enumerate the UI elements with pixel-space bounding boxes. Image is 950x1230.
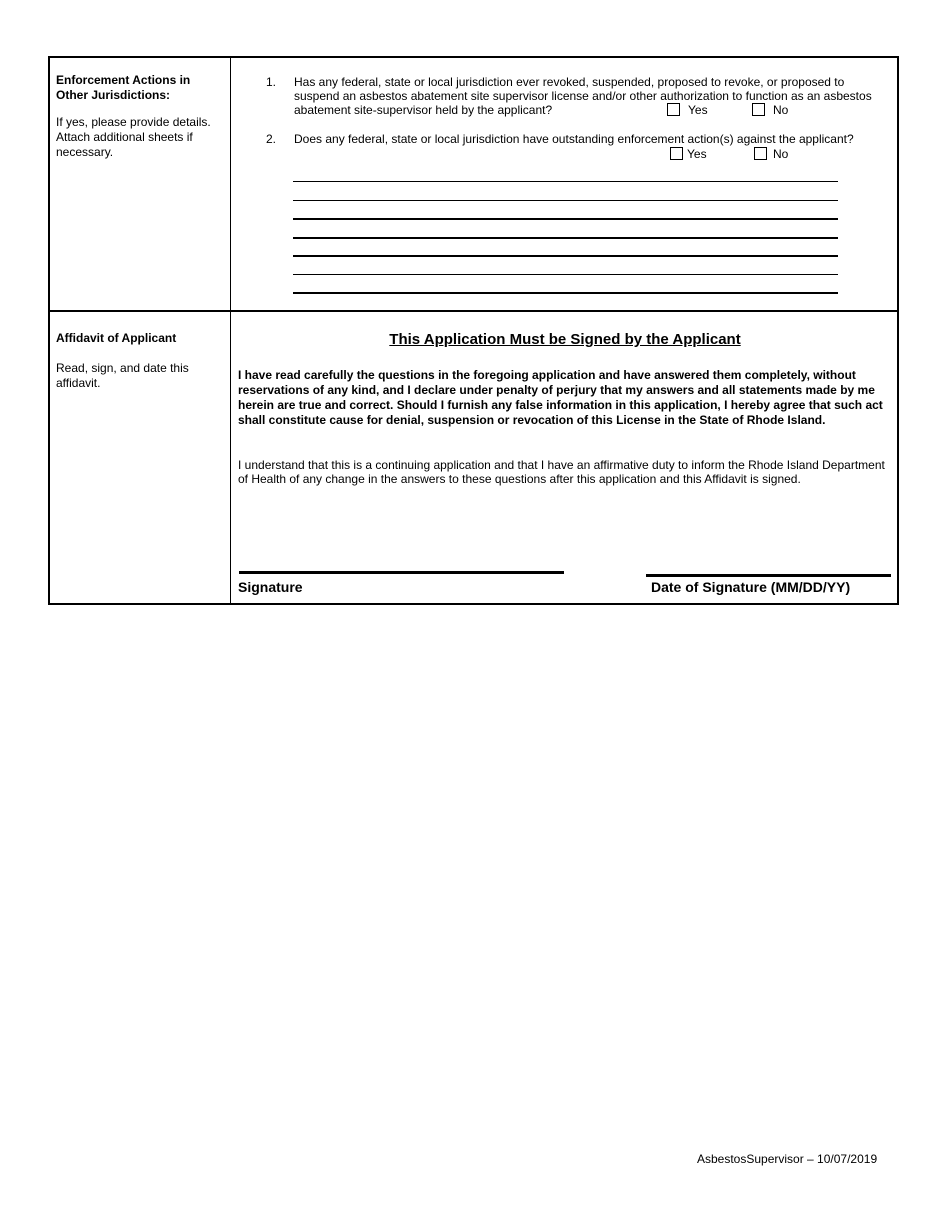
enforcement-note: If yes, please provide details. Attach additional sheets if necessary. [56, 115, 211, 159]
affidavit-continuing-duty: I understand that this is a continuing application and that I have an affirmative duty to inform the Rhode Island Department of Health of any change in the answers to these questions after this application and this Affidavit is signed. [238, 458, 885, 486]
details-line[interactable] [293, 292, 838, 294]
question-2-no-checkbox[interactable] [754, 147, 767, 160]
details-line[interactable] [293, 274, 838, 275]
affidavit-declaration: I have read carefully the questions in the foregoing application and have answered them completely, without reservations of any kind, and I declare under penalty of perjury that my answers and all statements made by me herein are true and correct. Should I furnish any false information in this application, I hereby agree that such act shall constitute cause for denial, suspension or revocation of this License in the State of Rhode Island. [238, 368, 883, 427]
application-form-table [48, 56, 899, 605]
question-2-number: 2. [266, 132, 277, 146]
date-signature-line[interactable] [646, 574, 891, 577]
affidavit-note: Read, sign, and date this affidavit. [56, 361, 189, 390]
question-1-yes-checkbox[interactable] [667, 103, 680, 116]
question-2-no-label: No [773, 147, 789, 161]
enforcement-heading: Enforcement Actions in Other Jurisdictions: [56, 73, 191, 102]
form-version-footer: AsbestosSupervisor – 10/07/2019 [697, 1152, 878, 1166]
date-signature-label: Date of Signature (MM/DD/YY) [651, 579, 851, 595]
question-2-yes-checkbox[interactable] [670, 147, 683, 160]
question-2-no-option[interactable] [754, 147, 788, 161]
question-1-number: 1. [266, 75, 277, 89]
question-1-no-option[interactable] [752, 103, 788, 117]
question-2-yes-label: Yes [687, 147, 707, 161]
details-line[interactable] [293, 181, 838, 182]
enforcement-section-label [56, 73, 224, 160]
question-1-text: Has any federal, state or local jurisdiction ever revoked, suspended, proposed to revoke, or proposed to suspend an asbestos abatement site supervisor license and/or other authorization to function as an asbestos abatement site-supervisor held by the applicant? [294, 75, 872, 117]
question-2-yes-option[interactable] [670, 147, 707, 161]
affidavit-heading: Affidavit of Applicant [56, 331, 177, 345]
signature-line[interactable] [239, 571, 564, 574]
details-line[interactable] [293, 200, 838, 201]
question-1-no-label: No [773, 103, 789, 117]
details-line[interactable] [293, 255, 838, 257]
details-line[interactable] [293, 237, 838, 239]
row-divider [50, 310, 897, 312]
question-2-text: Does any federal, state or local jurisdiction have outstanding enforcement action(s) against the applicant? [294, 132, 854, 146]
details-line[interactable] [293, 218, 838, 220]
affidavit-section-label [56, 331, 224, 391]
question-1-yes-label: Yes [688, 103, 708, 117]
question-1-yes-option[interactable] [667, 103, 708, 117]
affidavit-title: This Application Must be Signed by the Applicant [389, 331, 741, 348]
question-1-no-checkbox[interactable] [752, 103, 765, 116]
signature-label: Signature [238, 579, 303, 595]
